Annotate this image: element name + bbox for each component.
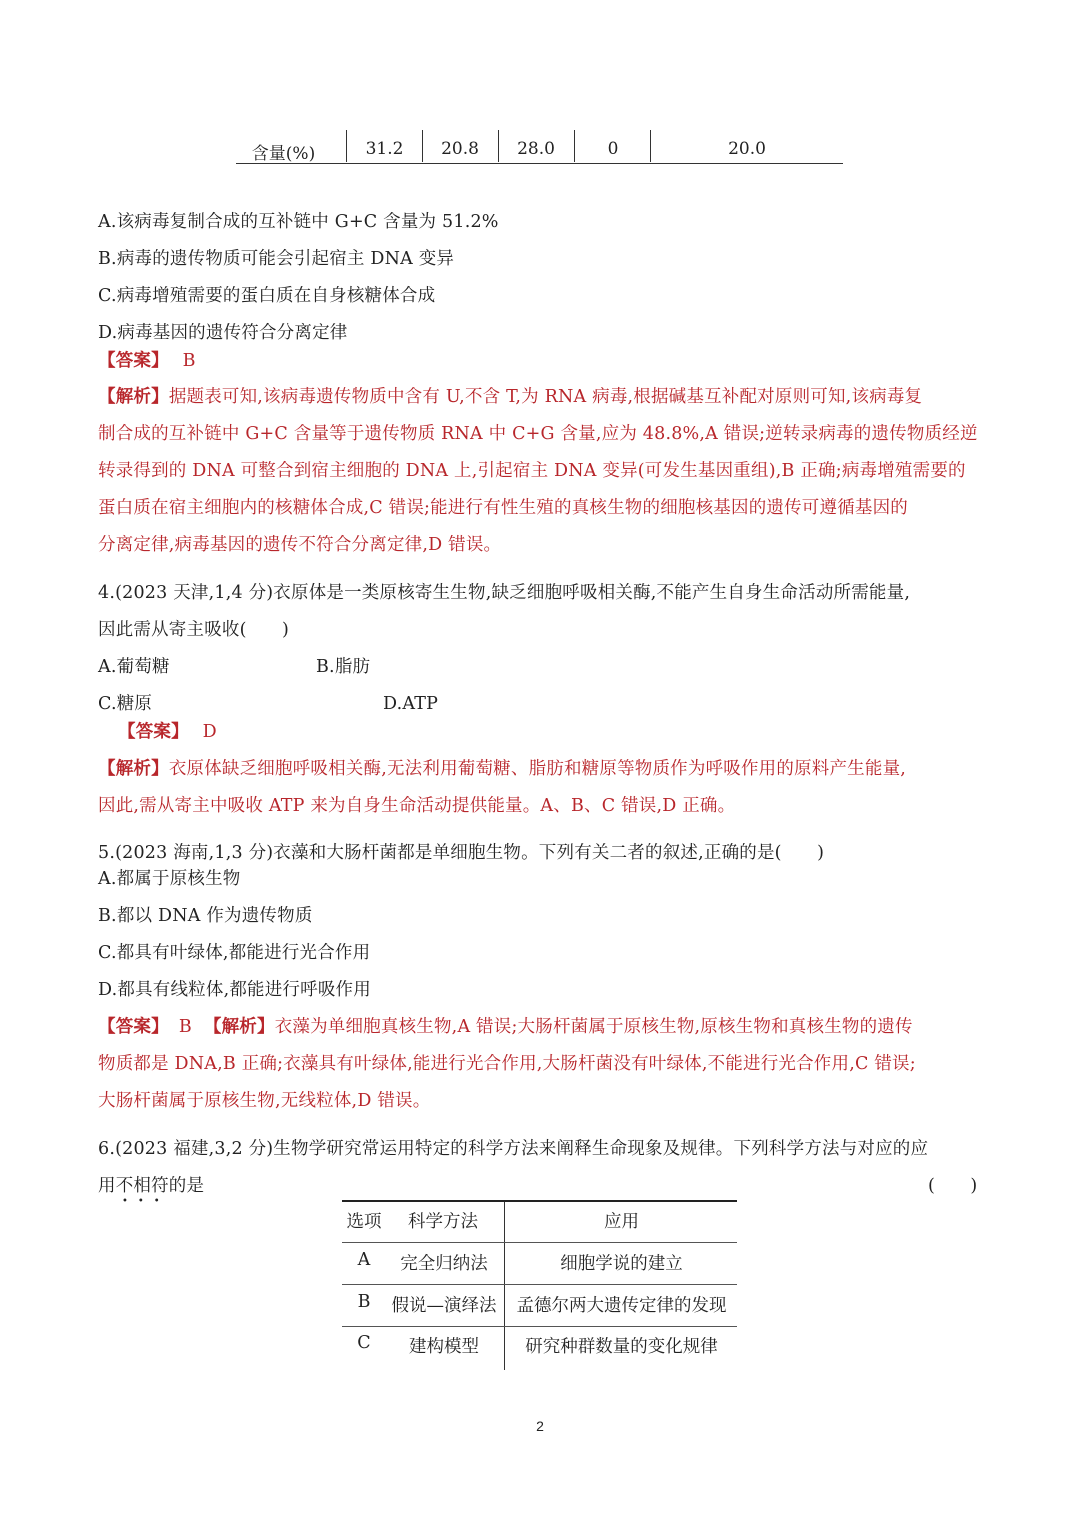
question-stem: 4.(2023 天津,1,4 分)衣原体是一类原核寄生生物,缺乏细胞呼吸相关酶,不能产生自身生命活动所需能量, [98, 583, 911, 603]
table-cell: 20.8 [441, 139, 479, 159]
emphasis-dots: ••• [122, 1196, 170, 1207]
option-d: D.ATP [383, 694, 439, 714]
table-cell: 细胞学说的建立 [560, 1254, 683, 1274]
table-cell: 含量(%) [251, 144, 316, 164]
table-cell: 31.2 [365, 139, 404, 159]
option-b: B.脂肪 [316, 657, 371, 677]
table-divider [498, 130, 499, 162]
table-rule [342, 1242, 737, 1243]
answer-label: 【答案】 [118, 722, 189, 742]
table-cell: C [357, 1333, 371, 1353]
analysis-text: 据题表可知,该病毒遗传物质中含有 U,不含 T,为 RNA 病毒,根据碱基互补配对原则可知,该病毒复 [168, 387, 923, 407]
table-cell: 28.0 [517, 139, 555, 159]
option-c: C.都具有叶绿体,都能进行光合作用 [98, 943, 371, 963]
analysis-line: 大肠杆菌属于原核生物,无线粒体,D 错误。 [98, 1091, 431, 1111]
table-divider [346, 130, 347, 162]
table-cell: B [357, 1292, 371, 1312]
analysis-text: 衣藻为单细胞真核生物,A 错误;大肠杆菌属于原核生物,原核生物和真核生物的遗传 [274, 1017, 913, 1037]
option-b: B.病毒的遗传物质可能会引起宿主 DNA 变异 [98, 249, 455, 269]
analysis-line: 因此,需从寄主中吸收 ATP 来为自身生命活动提供能量。A、B、C 错误,D 正确。 [98, 796, 736, 816]
table-cell: 孟德尔两大遗传定律的发现 [516, 1296, 727, 1316]
option-b: B.都以 DNA 作为遗传物质 [98, 906, 313, 926]
analysis-line: 制合成的互补链中 G+C 含量等于遗传物质 RNA 中 C+G 含量,应为 48.8%,A 错误;逆转录病毒的遗传物质经逆 [98, 424, 978, 444]
analysis-line: 物质都是 DNA,B 正确;衣藻具有叶绿体,能进行光合作用,大肠杆菌没有叶绿体,不能进行光合作用,C 错误; [98, 1054, 916, 1074]
answer-value: B [182, 351, 196, 371]
table-cell: 完全归纳法 [400, 1254, 488, 1274]
option-d: D.都具有线粒体,都能进行呼吸作用 [98, 980, 371, 1000]
option-a: A.都属于原核生物 [98, 869, 241, 889]
option-c: C.糖原 [98, 694, 153, 714]
analysis-line: 转录得到的 DNA 可整合到宿主细胞的 DNA 上,引起宿主 DNA 变异(可发生基因重组),B 正确;病毒增殖需要的 [98, 461, 966, 481]
analysis-line: 分离定律,病毒基因的遗传不符合分离定律,D 错误。 [98, 535, 502, 555]
table-divider [504, 1202, 505, 1370]
table-cell: 20.0 [728, 139, 766, 159]
question-stem: 5.(2023 海南,1,3 分)衣藻和大肠杆菌都是单细胞生物。下列有关二者的叙述,正确的是( ) [98, 843, 825, 863]
option-d: D.病毒基因的遗传符合分离定律 [98, 323, 348, 343]
table-header: 科学方法 [408, 1212, 478, 1232]
question-stem: 因此需从寄主吸收( ) [98, 620, 290, 640]
option-a: A.该病毒复制合成的互补链中 G+C 含量为 51.2% [98, 212, 499, 232]
answer-value: B [178, 1017, 192, 1037]
table-cell: 建构模型 [409, 1337, 479, 1357]
table-divider [574, 130, 575, 162]
answer-line [98, 351, 196, 371]
table-rule [342, 1326, 737, 1327]
answer-value: D [202, 722, 217, 742]
question-stem: 6.(2023 福建,3,2 分)生物学研究常运用特定的科学方法来阐释生命现象及规律。下列科学方法与对应的应 [98, 1139, 929, 1159]
answer-analysis-line [98, 1017, 913, 1037]
analysis-line [98, 387, 922, 407]
table-rule [342, 1200, 737, 1202]
option-c: C.病毒增殖需要的蛋白质在自身核糖体合成 [98, 286, 436, 306]
analysis-line: 蛋白质在宿主细胞内的核糖体合成,C 错误;能进行有性生殖的真核生物的细胞核基因的遗传可遵循基因的 [98, 498, 909, 518]
content-table-top [236, 130, 843, 164]
analysis-label: 【解析】 [203, 1017, 275, 1037]
analysis-label: 【解析】 [98, 387, 169, 407]
analysis-text: 衣原体缺乏细胞呼吸相关酶,无法利用葡萄糖、脂肪和糖原等物质作为呼吸作用的原料产生能量, [168, 759, 907, 779]
table-header: 应用 [604, 1212, 639, 1232]
analysis-label: 【解析】 [98, 759, 169, 779]
table-divider [422, 130, 423, 162]
answer-label: 【答案】 [98, 351, 169, 371]
table-cell: A [357, 1250, 371, 1270]
table-divider [650, 130, 651, 162]
table-cell: 假说—演绎法 [391, 1296, 497, 1316]
page-number: 2 [536, 1418, 544, 1434]
option-a: A.葡萄糖 [98, 657, 170, 677]
table-header: 选项 [346, 1212, 382, 1232]
methods-table [342, 1200, 737, 1370]
answer-paren: ( ) [928, 1176, 978, 1196]
question-stem: 用不相符的是 [98, 1176, 205, 1196]
answer-label: 【答案】 [98, 1017, 169, 1037]
table-cell: 0 [607, 139, 619, 159]
table-rule [342, 1284, 737, 1285]
answer-line [118, 722, 217, 742]
table-cell: 研究种群数量的变化规律 [525, 1337, 718, 1357]
analysis-line [98, 759, 906, 779]
